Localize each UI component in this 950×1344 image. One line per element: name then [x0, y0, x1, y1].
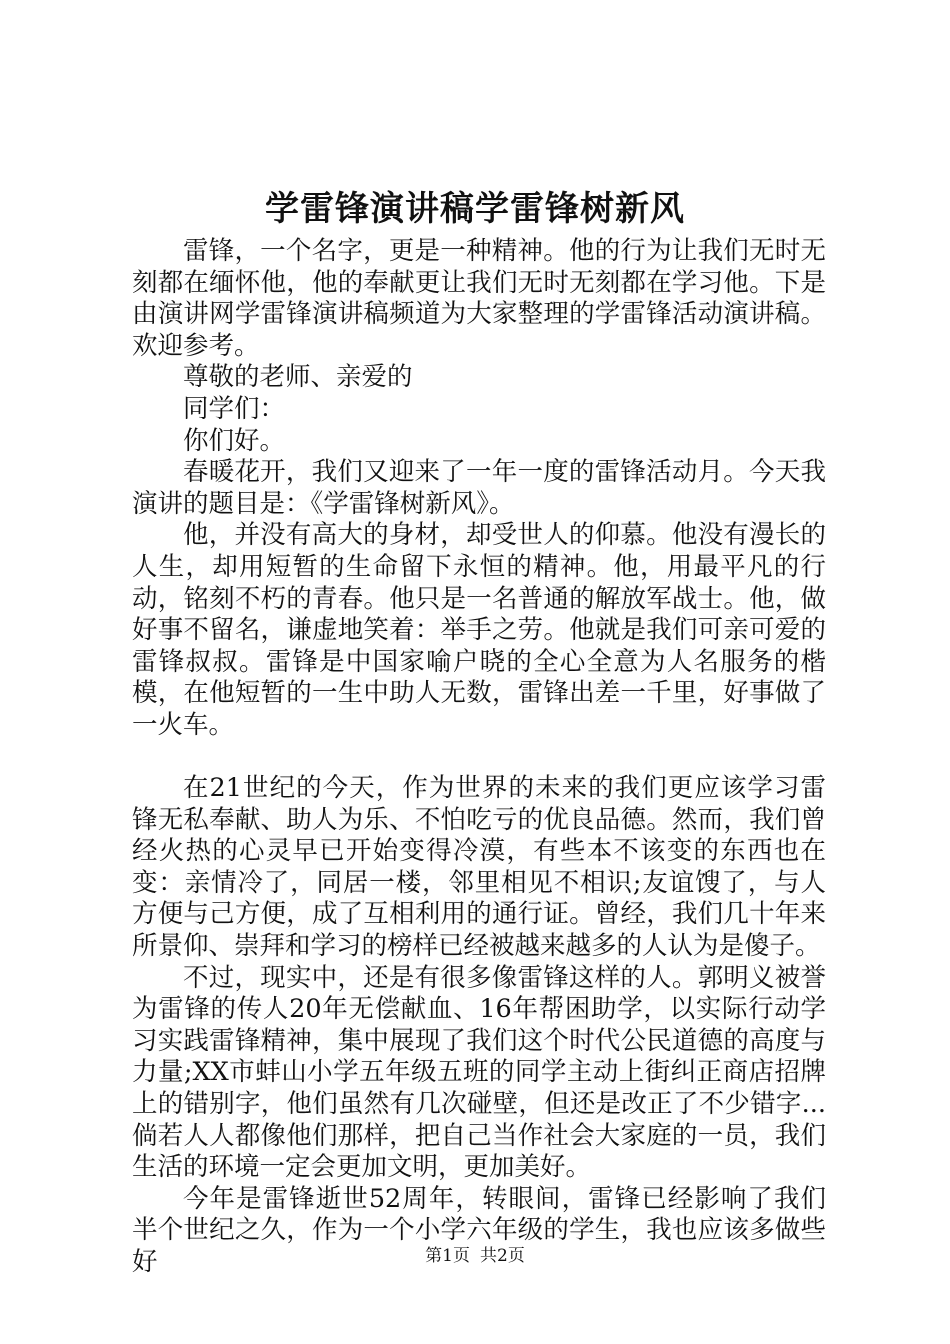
paragraph-anniversary: 今年是雷锋逝世52周年，转眼间，雷锋已经影响了我们半个世纪之久，作为一个小学六年级的学生，我也应该多做些好	[132, 1183, 826, 1277]
document-title: 学雷锋演讲稿学雷锋树新风	[265, 189, 685, 229]
page-total: 共2页	[480, 1246, 525, 1266]
paragraph-greeting: 你们好。	[183, 425, 286, 456]
page-number: 第1页	[425, 1246, 470, 1266]
paragraph-leifeng-description: 他，并没有高大的身材，却受世人的仰慕。他没有漫长的人生，却用短暂的生命留下永恒的精神。他，用最平凡的行动，铭刻不朽的青春。他只是一名普通的解放军战士。他，做好事不留名，谦虚地笑着：举手之劳。他就是我们可亲可爱的雷锋叔叔。雷锋是中国家喻户晓的全心全意为人名服务的楷模，在他短暂的一生中助人无数，雷锋出差一千里，好事做了一火车。	[132, 520, 826, 740]
page-footer	[0, 1244, 950, 1268]
paragraph-salutation-1: 尊敬的老师、亲爱的	[183, 362, 413, 393]
paragraph-21st-century: 在21世纪的今天，作为世界的未来的我们更应该学习雷锋无私奉献、助人为乐、不怕吃亏的优良品德。然而，我们曾经火热的心灵早已开始变得冷漠，有些本不该变的东西也在变：亲情冷了，同居一楼，邻里相见不相识;友谊馊了，与人方便与己方便，成了互相利用的通行证。曾经，我们几十年来所景仰、崇拜和学习的榜样已经被越来越多的人认为是傻子。	[132, 773, 826, 962]
document-body	[132, 236, 826, 1279]
paragraph-topic: 春暖花开，我们又迎来了一年一度的雷锋活动月。今天我演讲的题目是：《学雷锋树新风》。	[132, 457, 826, 519]
paragraph-examples: 不过，现实中，还是有很多像雷锋这样的人。郭明义被誉为雷锋的传人20年无偿献血、16年帮困助学，以实际行动学习实践雷锋精神，集中展现了我们这个时代公民道德的高度与力量;XX市蚌山小学五年级五班的同学主动上街纠正商店招牌上的错别字，他们虽然有几次碰壁，但还是改正了不少错字...倘若人人都像他们那样，把自己当作社会大家庭的一员，我们生活的环境一定会更加文明，更加美好。	[132, 962, 826, 1183]
paragraph-salutation-2: 同学们：	[183, 393, 286, 424]
paragraph-intro: 雷锋，一个名字，更是一种精神。他的行为让我们无时无刻都在缅怀他，他的奉献更让我们无时无刻都在学习他。下是由演讲网学雷锋演讲稿频道为大家整理的学雷锋活动演讲稿。欢迎参考。	[132, 236, 826, 361]
